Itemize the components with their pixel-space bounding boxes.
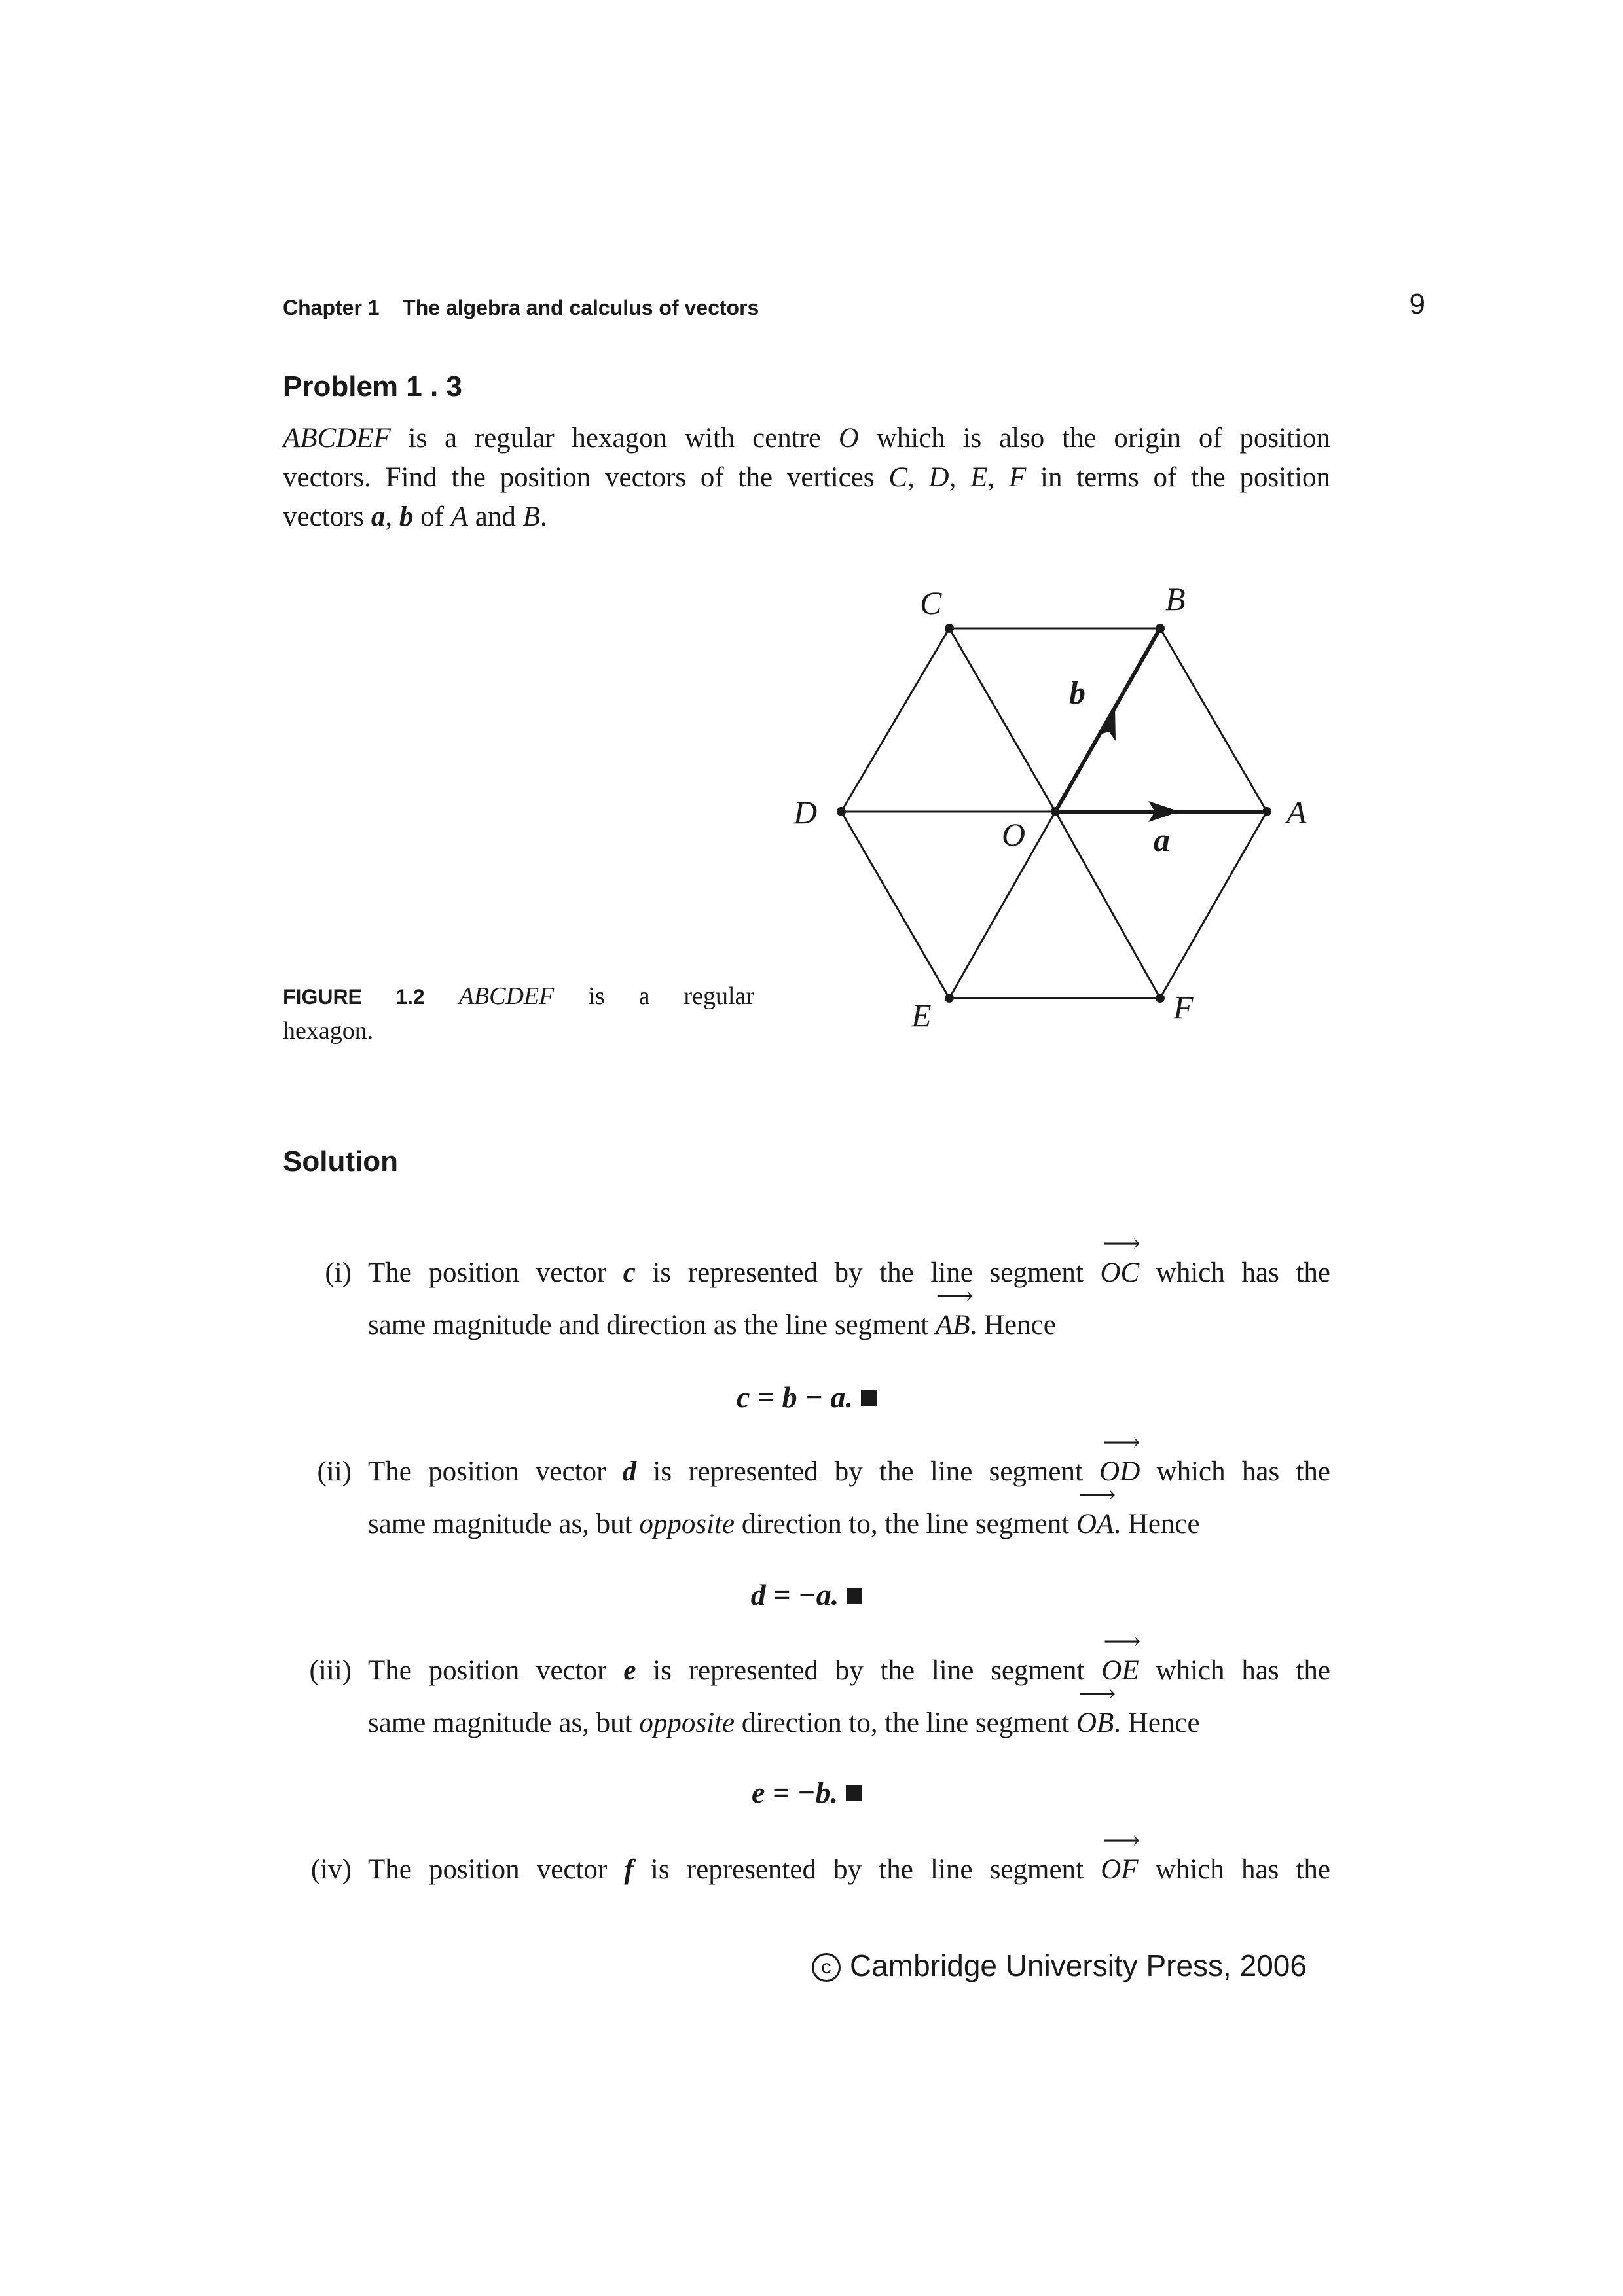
- eq-lhs: d: [750, 1578, 766, 1611]
- item-number: (ii): [317, 1456, 352, 1487]
- item-number: (i): [325, 1257, 352, 1288]
- qed-square-icon: [847, 1588, 862, 1604]
- text: and: [468, 501, 523, 532]
- emphasis: opposite: [639, 1708, 735, 1738]
- segment-OB: [1076, 1679, 1114, 1739]
- text: same magnitude and direction as the line segment: [368, 1310, 936, 1340]
- arrow-icon: ⟶: [1103, 1427, 1137, 1457]
- text: The position vector: [368, 1854, 625, 1885]
- page-number: 9: [1409, 288, 1425, 320]
- item-line-2: [368, 1679, 1330, 1739]
- equation-e: [283, 1775, 1330, 1810]
- chapter-label: Chapter 1: [283, 296, 380, 319]
- solution-title: Solution: [283, 1145, 398, 1177]
- qed-square-icon: [861, 1390, 877, 1406]
- text: same magnitude as, but: [368, 1708, 640, 1738]
- qed-square-icon: [846, 1785, 862, 1801]
- text: . Hence: [970, 1310, 1056, 1340]
- segment-FO: [1055, 812, 1160, 998]
- label-vec-a: a: [1154, 821, 1170, 858]
- edge-FA: [1160, 812, 1267, 998]
- figure-label: FIGURE 1.2: [283, 985, 425, 1009]
- segment-label: OB: [1076, 1708, 1114, 1738]
- math-A: A: [450, 501, 469, 532]
- text: is a regular hexagon with centre: [390, 423, 839, 454]
- item-line-1: [368, 1229, 1331, 1289]
- arrow-icon: ⟶: [1078, 1480, 1112, 1509]
- item-number: (iv): [310, 1854, 352, 1885]
- caption-hexagon: ABCDEF: [458, 982, 555, 1010]
- label-A: A: [1286, 794, 1307, 831]
- label-D: D: [793, 794, 818, 831]
- eq-lhs: e: [751, 1776, 765, 1809]
- math-hexagon: ABCDEF: [283, 423, 391, 454]
- text: . Hence: [1114, 1708, 1200, 1738]
- text: which has the: [1139, 1655, 1330, 1686]
- text: direction to, the line segment: [735, 1509, 1076, 1539]
- text: vectors. Find the position vectors of the vertices: [283, 462, 889, 493]
- dot-A: [1262, 807, 1271, 816]
- eq-rhs: = −a.: [773, 1578, 839, 1611]
- text: The position vector: [368, 1655, 624, 1686]
- edge-DE: [841, 812, 949, 998]
- item-line-1: [368, 1825, 1331, 1886]
- label-B: B: [1165, 581, 1186, 617]
- problem-line-3: vectors a, b of A and B.: [283, 501, 547, 532]
- equation-c: [283, 1380, 1330, 1414]
- running-head: [283, 296, 759, 320]
- item-line-2: [368, 1480, 1330, 1540]
- text: which has the: [1138, 1854, 1331, 1885]
- math-C: C: [888, 462, 908, 493]
- text: direction to, the line segment: [735, 1708, 1076, 1738]
- segment-OC: [1100, 1229, 1140, 1289]
- dot-E: [945, 994, 954, 1003]
- label-C: C: [920, 584, 942, 621]
- math-vec-e: e: [623, 1655, 636, 1686]
- item-line-1: [368, 1626, 1330, 1687]
- math-B: B: [522, 501, 540, 532]
- item-number: (iii): [309, 1655, 352, 1686]
- chapter-title: The algebra and calculus of vectors: [403, 296, 759, 319]
- arrow-icon: ⟶: [936, 1281, 970, 1310]
- text: of: [413, 501, 451, 532]
- dot-F: [1156, 994, 1165, 1003]
- problem-title: Problem 1 . 3: [283, 370, 462, 403]
- item-line-1: [368, 1427, 1330, 1488]
- label-O: O: [1002, 816, 1026, 853]
- equation-d: [283, 1577, 1330, 1612]
- dot-B: [1156, 624, 1165, 633]
- text: is represented by the line segment: [633, 1854, 1101, 1885]
- math-vec-c: c: [623, 1257, 636, 1288]
- segment-OA: [1076, 1480, 1114, 1540]
- math-vec-f: f: [624, 1854, 634, 1885]
- text: which has the: [1139, 1257, 1331, 1288]
- segment-label: OD: [1099, 1456, 1140, 1487]
- text: The position vector: [368, 1257, 623, 1288]
- math-vec-b: b: [399, 501, 414, 532]
- text: is represented by the line segment: [636, 1655, 1102, 1686]
- eq-lhs: c: [736, 1380, 750, 1414]
- problem-statement: [283, 419, 1330, 537]
- dot-O: [1051, 807, 1060, 816]
- segment-label: OC: [1100, 1257, 1140, 1288]
- text: vectors: [283, 501, 371, 532]
- caption-line-1: [283, 979, 754, 1014]
- segment-label: AB: [935, 1310, 970, 1340]
- caption-text: is a regular: [588, 982, 755, 1010]
- arrow-icon: ⟶: [1103, 1229, 1137, 1258]
- item-line-2: [368, 1281, 1330, 1341]
- eq-rhs: = −b.: [772, 1776, 838, 1809]
- math-D: D: [928, 462, 949, 493]
- arrow-icon: ⟶: [1103, 1825, 1137, 1855]
- math-vec-a: a: [371, 501, 386, 532]
- math-centre: O: [838, 423, 859, 454]
- segment-CO: [949, 628, 1055, 812]
- dot-C: [945, 624, 954, 633]
- eq-rhs: = b − a.: [757, 1380, 853, 1414]
- arrow-icon: ⟶: [1078, 1679, 1112, 1708]
- emphasis: opposite: [639, 1509, 735, 1539]
- dot-D: [837, 807, 846, 816]
- text: in terms of the position: [1026, 462, 1331, 493]
- segment-label: OA: [1076, 1509, 1114, 1539]
- text: The position vector: [368, 1456, 623, 1487]
- edge-CD: [841, 628, 949, 812]
- edge-AB: [1160, 628, 1267, 812]
- text: .: [539, 501, 547, 532]
- text: which is also the origin of position: [858, 423, 1330, 454]
- segment-AB: [935, 1281, 970, 1341]
- copyright-icon: c: [812, 1953, 841, 1982]
- label-F: F: [1173, 989, 1194, 1026]
- text: same magnitude as, but: [368, 1509, 640, 1539]
- segment-label: OE: [1101, 1655, 1139, 1686]
- hexagon-figure: [773, 563, 1336, 1060]
- copyright-footer: [812, 1948, 1307, 1983]
- text: is represented by the line segment: [636, 1456, 1100, 1487]
- problem-line-1: [283, 419, 1330, 458]
- math-F: F: [1008, 462, 1027, 493]
- segment-label: OF: [1101, 1854, 1139, 1885]
- math-vec-d: d: [622, 1456, 637, 1487]
- arrow-icon: ⟶: [1103, 1626, 1137, 1656]
- caption-line-2: hexagon.: [283, 1017, 374, 1045]
- label-E: E: [911, 997, 932, 1033]
- segment-OF: [1101, 1825, 1139, 1886]
- math-E: E: [970, 462, 988, 493]
- text: is represented by the line segment: [635, 1257, 1101, 1288]
- figure-caption: [283, 979, 754, 1048]
- label-vec-b: b: [1069, 674, 1085, 711]
- text: . Hence: [1114, 1509, 1200, 1539]
- copyright-text: Cambridge University Press, 2006: [850, 1948, 1307, 1982]
- problem-line-2: vectors. Find the position vectors of the vertices C, D, E, F in terms of the position: [283, 462, 1331, 493]
- text: which has the: [1140, 1456, 1330, 1487]
